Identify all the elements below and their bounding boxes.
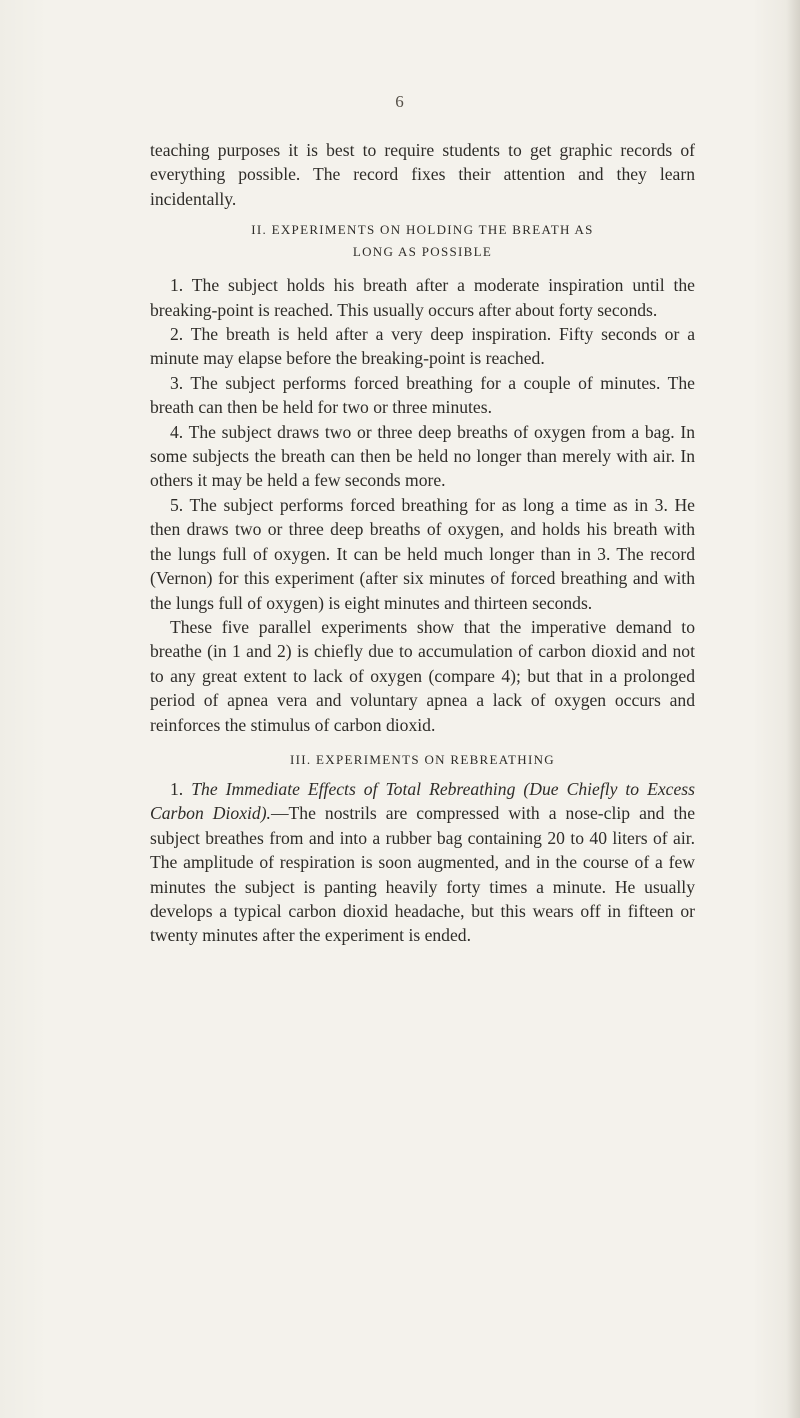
rebreathing-item-1-title: The Immediate Effects of Total Rebreathing (Due Chiefly to Excess Carbon Dioxid). [150,778,695,824]
experiment-item-2: 2. The breath is held after a very deep inspiration. Fifty seconds or a minute may elapse before the breaking-point is reached. [150,324,695,369]
rebreathing-item-1-number: 1. [170,778,184,799]
experiment-item-4: 4. The subject draws two or three deep breaths of oxygen from a bag. In some subjects the breath can then be held no longer than merely with air. In others it may be held a few seconds more. [150,421,695,491]
experiment-item-3: 3. The subject performs forced breathing for a couple of minutes. The breath can then be held for two or three minutes. [150,372,695,418]
page-body [150,138,695,948]
section-3-heading: III. EXPERIMENTS ON REBREATHING [290,751,555,767]
section-2-heading [150,219,695,263]
rebreathing-item-1 [150,777,695,948]
intro-paragraph: teaching purposes it is best to require students to get graphic records of everything possible. The record fixes their attention and they learn incidentally. [150,140,695,209]
experiments-conclusion: These five parallel experiments show that the imperative demand to breathe (in 1 and 2) is chiefly due to accumulation of carbon dioxid and not to any great extent to lack of oxygen (compare 4); but that in a prolonged period of apnea vera and voluntary apnea a lack of oxygen occurs and reinforces the stimulus of carbon dioxid. [150,616,695,735]
page-number: 6 [395,92,405,111]
experiment-item-5: 5. The subject performs forced breathing for as long a time as in 3. He then draws two or three deep breaths of oxygen, and holds his breath with the lungs full of oxygen. It can be held much longer than in 3. The record (Vernon) for this experiment (after six minutes of forced breathing and with the lungs full of oxygen) is eight minutes and thirteen seconds. [150,494,695,613]
section-2-heading-line-1: II. EXPERIMENTS ON HOLDING THE BREATH AS [251,222,594,238]
page-edge-shadow [786,0,800,1418]
experiment-item-1: 1. The subject holds his breath after a moderate inspiration until the breaking-point is reached. This usually occurs after about forty seconds. [150,275,695,320]
rebreathing-item-1-text: —The nostrils are compressed with a nose-clip and the subject breathes from and into a rubber bag containing 20 to 40 liters of air. The amplitude of respiration is soon augmented, and in the course of a few minutes the subject is panting heavily forty times a minute. He usually develops a typical carbon dioxid headache, but this wears off in fifteen or twenty minutes after the experiment is ended. [150,803,696,946]
section-2-heading-line-2: LONG AS POSSIBLE [352,244,493,260]
